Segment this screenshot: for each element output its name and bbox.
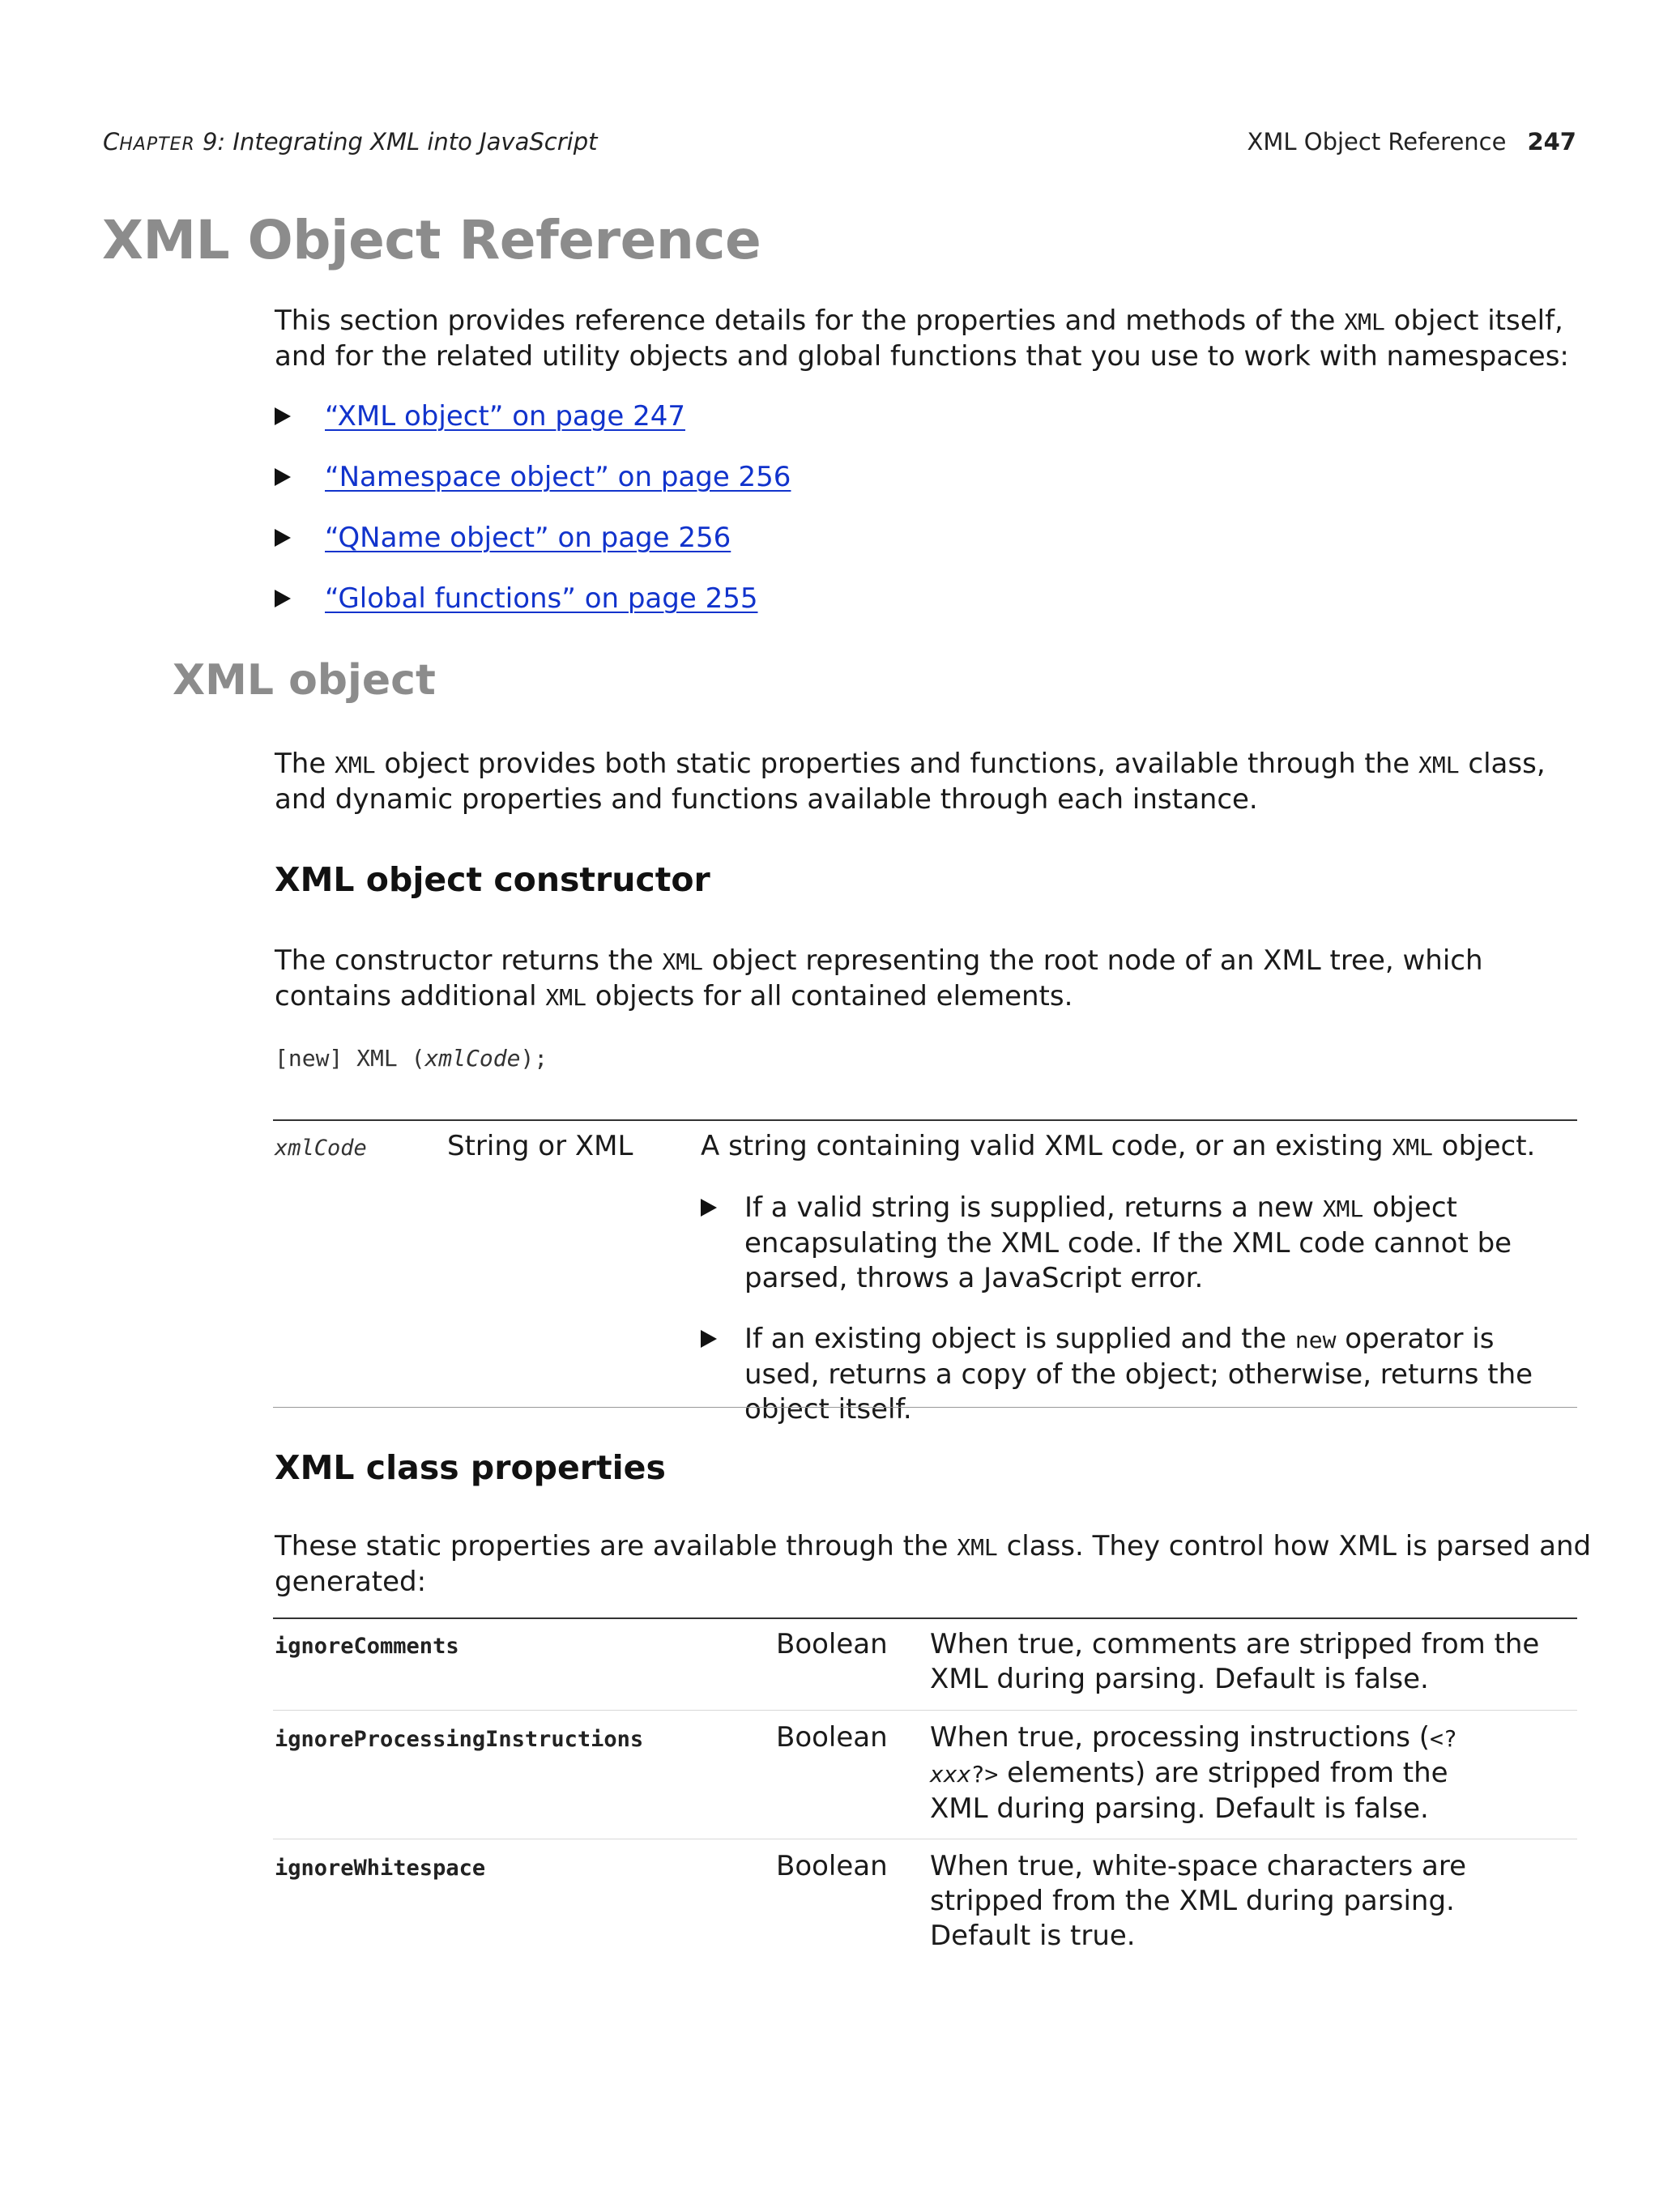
intro-paragraph	[275, 304, 1587, 374]
inline-code: XML	[1392, 1134, 1433, 1161]
param-name	[275, 1129, 367, 1166]
table-bottom-rule	[273, 1407, 1577, 1408]
inline-code: XML	[662, 948, 703, 975]
triangle-bullet-icon	[701, 1330, 717, 1348]
desc-text: object.	[1432, 1130, 1536, 1162]
intro-text: object itself, and for the related utility objects and global functions that you use to work with namespaces:	[275, 305, 1569, 373]
param-name-text: xmlCode	[275, 1136, 367, 1161]
chapter-prefix-initial: C	[103, 128, 120, 156]
desc-text: When true, processing instructions (	[930, 1721, 1431, 1754]
row-divider	[273, 1710, 1577, 1711]
bullet-text	[744, 1191, 1576, 1296]
desc-text: object encapsulating the XML code. If the XML code cannot be parsed, throws a JavaScript error.	[744, 1191, 1512, 1294]
link-qname-object[interactable]: “QName object” on page 256	[325, 522, 731, 554]
property-name-text: ignoreComments	[275, 1634, 459, 1659]
triangle-bullet-icon	[275, 590, 291, 607]
paragraph-text: These static properties are available through the	[275, 1530, 957, 1562]
property-name-text: ignoreProcessingInstructions	[275, 1727, 644, 1752]
syntax-text: [new] XML (	[275, 1045, 425, 1072]
property-type: Boolean	[776, 1850, 888, 1882]
param-type: String or XML	[447, 1130, 633, 1162]
property-type: Boolean	[776, 1721, 888, 1754]
param-description	[701, 1129, 1576, 1427]
desc-text: If a valid string is supplied, returns a new	[744, 1191, 1323, 1224]
paragraph-text: object representing the root node of an XML tree, which contains additional	[275, 944, 1483, 1012]
chapter-prefix-rest: HAPTER	[119, 134, 195, 155]
desc-text: If an existing object is supplied and the	[744, 1323, 1295, 1355]
table-top-rule	[273, 1119, 1577, 1121]
desc-text: A string containing valid XML code, or an existing	[701, 1130, 1392, 1162]
list-item	[275, 521, 1571, 582]
subsection-heading-class-properties: XML class properties	[275, 1448, 666, 1487]
section-links	[275, 399, 1571, 642]
property-name	[275, 1849, 485, 1886]
constructor-paragraph	[275, 944, 1587, 1015]
list-item	[275, 460, 1571, 521]
paragraph-text: objects for all contained elements.	[586, 980, 1073, 1012]
inline-code: ?>	[970, 1761, 999, 1788]
running-header-section-title: XML Object Reference	[1247, 128, 1507, 156]
triangle-bullet-icon	[275, 407, 291, 425]
inline-code: XML	[1322, 1196, 1364, 1222]
paragraph-text: object provides both static properties and functions, available through the	[375, 748, 1419, 780]
property-type: Boolean	[776, 1628, 888, 1660]
property-name	[275, 1720, 643, 1757]
list-item	[275, 582, 1571, 642]
inline-code: XML	[1344, 309, 1385, 335]
paragraph-text: The	[275, 748, 335, 780]
paragraph-text: class, and dynamic properties and functions available through each instance.	[275, 748, 1546, 816]
param-bullets	[701, 1191, 1576, 1427]
paragraph-text: class. They control how XML is parsed and generated:	[275, 1530, 1592, 1598]
running-header-section	[1247, 128, 1576, 156]
list-item	[275, 399, 1571, 460]
property-name-text: ignoreWhitespace	[275, 1856, 486, 1881]
list-item	[701, 1322, 1576, 1427]
inline-code: XML	[335, 752, 376, 778]
table-top-rule	[273, 1617, 1577, 1619]
intro-text: This section provides reference details for the properties and methods of the	[275, 305, 1345, 337]
param-description-lead	[701, 1129, 1576, 1165]
subsection-heading-constructor: XML object constructor	[275, 860, 710, 899]
property-description: When true, white-space characters are stripped from the XML during parsing. Default is true.	[930, 1850, 1467, 1952]
inline-code: <?	[1430, 1725, 1457, 1752]
link-global-functions[interactable]: “Global functions” on page 255	[325, 582, 758, 615]
page-title: XML Object Reference	[102, 209, 761, 271]
section-heading-xml-object: XML object	[173, 656, 436, 705]
constructor-syntax	[275, 1045, 548, 1072]
bullet-text	[744, 1322, 1576, 1427]
page-number: 247	[1527, 128, 1576, 156]
link-namespace-object[interactable]: “Namespace object” on page 256	[325, 461, 791, 493]
syntax-param: xmlCode	[424, 1045, 521, 1072]
list-item	[701, 1191, 1576, 1296]
inline-code: xxx	[930, 1761, 971, 1788]
syntax-text: );	[520, 1045, 548, 1072]
inline-code: XML	[545, 984, 586, 1011]
xml-object-paragraph	[275, 747, 1587, 817]
inline-code: new	[1294, 1327, 1337, 1353]
desc-text: operator is used, returns a copy of the object; otherwise, returns the object itself.	[744, 1323, 1533, 1426]
inline-code: XML	[957, 1534, 998, 1561]
inline-code: XML	[1418, 752, 1460, 778]
link-xml-object[interactable]: “XML object” on page 247	[325, 400, 685, 433]
running-header-chapter	[103, 128, 597, 156]
class-properties-paragraph	[275, 1529, 1603, 1600]
paragraph-text: The constructor returns the	[275, 944, 663, 977]
triangle-bullet-icon	[275, 529, 291, 547]
property-name	[275, 1627, 459, 1664]
triangle-bullet-icon	[275, 468, 291, 486]
triangle-bullet-icon	[701, 1199, 717, 1217]
chapter-title: 9: Integrating XML into JavaScript	[194, 128, 598, 156]
property-description: When true, comments are stripped from the XML during parsing. Default is false.	[930, 1628, 1540, 1695]
property-description	[930, 1720, 1497, 1826]
desc-text: elements) are stripped from the XML during parsing. Default is false.	[930, 1757, 1448, 1825]
